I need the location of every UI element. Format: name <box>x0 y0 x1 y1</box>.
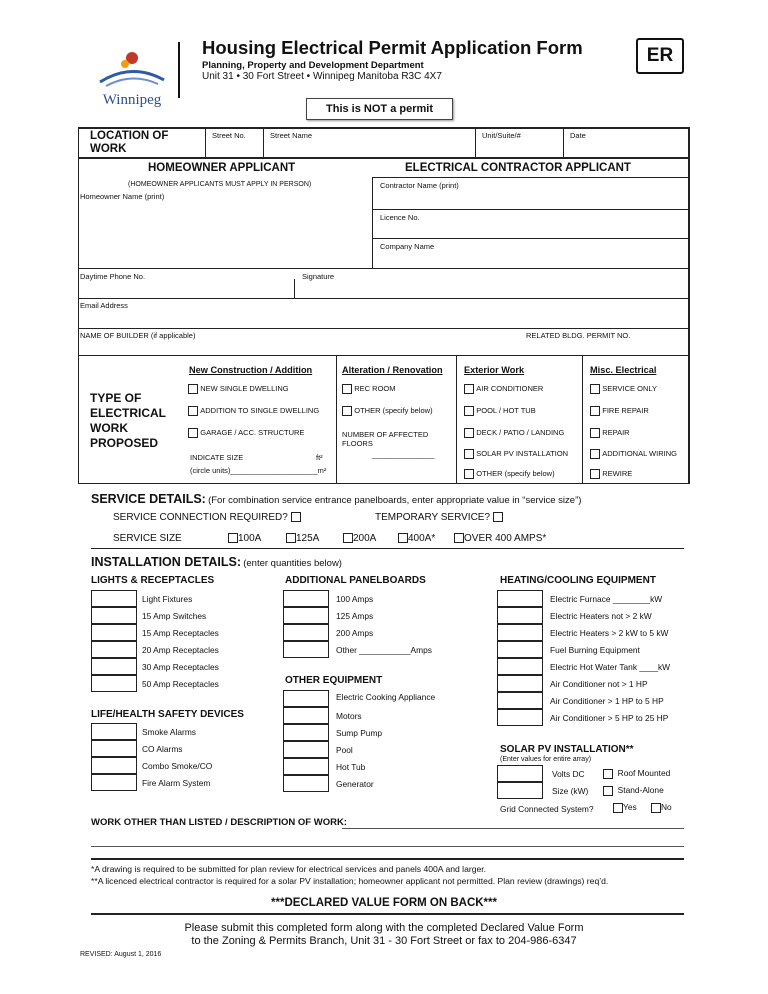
stand-alone[interactable]: Stand-Alone <box>603 785 664 796</box>
qty-panel-200a[interactable] <box>283 624 329 641</box>
size-125a[interactable]: 125A <box>286 533 319 544</box>
service-details <box>91 492 581 506</box>
footnote-drawing: *A drawing is required to be submitted for plan review for electrical services and panels 400A and larger. <box>91 864 487 874</box>
checkbox-icon[interactable] <box>188 428 198 438</box>
declared-value-notice: ***DECLARED VALUE FORM ON BACK*** <box>271 897 497 909</box>
qty-heaters-small[interactable] <box>497 607 543 624</box>
receptacles-20a-label: 20 Amp Receptacles <box>142 645 219 655</box>
receptacles-50a-label: 50 Amp Receptacles <box>142 679 219 689</box>
qty-pool[interactable] <box>283 741 329 758</box>
location-heading: LOCATION OF WORK <box>90 130 169 155</box>
qty-50a-receptacles[interactable] <box>91 675 137 692</box>
checkbox-icon[interactable] <box>603 769 613 779</box>
qty-fire-alarm[interactable] <box>91 774 137 791</box>
sump-pump-label: Sump Pump <box>336 728 383 738</box>
checkbox-icon[interactable] <box>464 469 474 479</box>
qty-smoke-alarms[interactable] <box>91 723 137 740</box>
department-address: Unit 31 • 30 Fort Street • Winnipeg Manitoba R3C 4X7 <box>202 71 442 82</box>
not-a-permit-notice: This is NOT a permit <box>306 98 453 120</box>
affected-floors-label: NUMBER OF AFFECTED FLOORS <box>342 430 429 448</box>
service-connection[interactable]: SERVICE CONNECTION REQUIRED? <box>113 512 301 523</box>
volts-dc-label: Volts DC <box>552 769 585 779</box>
date-field[interactable] <box>564 140 688 156</box>
col-exterior: Exterior Work <box>464 365 525 375</box>
logo-mark-icon <box>92 42 172 90</box>
installation-heading: INSTALLATION DETAILS: <box>91 555 241 569</box>
checkbox-icon[interactable] <box>464 449 474 459</box>
company-field[interactable] <box>374 251 688 267</box>
phone-field[interactable] <box>80 281 292 297</box>
checkbox-icon[interactable] <box>342 384 352 394</box>
qty-co-alarms[interactable] <box>91 740 137 757</box>
pool-label: Pool <box>336 745 353 755</box>
col-new-construction: New Construction / Addition <box>189 365 313 375</box>
qty-fuel-burning[interactable] <box>497 641 543 658</box>
indicate-size-label: INDICATE SIZE <box>190 453 244 462</box>
checkbox-icon[interactable] <box>493 512 503 522</box>
hot-tub-label: Hot Tub <box>336 762 366 772</box>
checkbox-icon[interactable] <box>188 406 198 416</box>
qty-sump-pump[interactable] <box>283 724 329 741</box>
fuel-burning-label: Fuel Burning Equipment <box>550 645 640 655</box>
work-other-label: WORK OTHER THAN LISTED / DESCRIPTION OF WORK: <box>91 817 347 828</box>
checkbox-icon[interactable] <box>464 384 474 394</box>
panels-heading: ADDITIONAL PANELBOARDS <box>285 575 426 586</box>
city-logo <box>92 42 172 108</box>
licence-label: Licence No. <box>380 213 420 222</box>
size-400a[interactable]: 400A* <box>398 533 435 544</box>
checkbox-icon[interactable] <box>286 533 296 543</box>
homeowner-name-label: Homeowner Name (print) <box>80 192 165 201</box>
size-kw-label: Size (kW) <box>552 786 589 796</box>
grid-yes[interactable]: Yes <box>613 802 637 813</box>
lights-heading: LIGHTS & RECEPTACLES <box>91 575 215 586</box>
qty-panel-other[interactable] <box>283 641 329 658</box>
qty-cooking-appliance[interactable] <box>283 690 329 707</box>
unit-field[interactable] <box>476 140 562 156</box>
checkbox-icon[interactable] <box>188 384 198 394</box>
misc-repair[interactable]: REPAIR <box>590 428 630 438</box>
licence-field[interactable] <box>374 222 688 238</box>
hot-water-tank-label: Electric Hot Water Tank ____kW <box>550 662 671 672</box>
grid-no[interactable]: No <box>651 802 672 813</box>
qty-15a-receptacles[interactable] <box>91 624 137 641</box>
work-other-line-1[interactable] <box>342 828 684 829</box>
builder-label: NAME OF BUILDER (if applicable) <box>80 331 196 340</box>
ext-pool-hot-tub[interactable]: POOL / HOT TUB <box>464 406 536 416</box>
panel-other-label: Other ___________Amps <box>336 645 432 655</box>
checkbox-icon[interactable] <box>342 406 352 416</box>
circle-units-label: (circle units) <box>190 466 231 475</box>
qty-motors[interactable] <box>283 707 329 724</box>
company-label: Company Name <box>380 242 435 251</box>
qty-hot-tub[interactable] <box>283 758 329 775</box>
safety-heading: LIFE/HEALTH SAFETY DEVICES <box>91 709 244 720</box>
receptacles-15a-label: 15 Amp Receptacles <box>142 628 219 638</box>
ac-large-label: Air Conditioner > 5 HP to 25 HP <box>550 713 669 723</box>
installation-note: (enter quantities below) <box>243 558 342 569</box>
checkbox-icon[interactable] <box>464 406 474 416</box>
size-over-400[interactable]: OVER 400 AMPS* <box>454 533 546 544</box>
panel-200a-label: 200 Amps <box>336 628 374 638</box>
addition-single-dwelling[interactable]: ADDITION TO SINGLE DWELLING <box>188 406 319 416</box>
switches-15a-label: 15 Amp Switches <box>142 611 207 621</box>
signature-field[interactable] <box>296 281 688 297</box>
checkbox-icon[interactable] <box>651 803 661 813</box>
checkbox-icon[interactable] <box>454 533 464 543</box>
qty-volts-dc[interactable] <box>497 765 543 782</box>
misc-service-only[interactable]: SERVICE ONLY <box>590 384 657 394</box>
installation-details <box>91 555 342 569</box>
qty-size-kw[interactable] <box>497 782 543 799</box>
date-label: Date <box>570 131 586 140</box>
service-size-label: SERVICE SIZE <box>113 533 182 544</box>
work-type-heading: TYPE OF ELECTRICAL WORK PROPOSED <box>90 391 166 450</box>
form-code-box <box>636 38 684 74</box>
footnote-solar: **A licenced electrical contractor is required for a solar PV installation; homeowner applicant not permitted. Plan review (drawings) req’d. <box>91 876 609 886</box>
qty-hot-water-tank[interactable] <box>497 658 543 675</box>
garage-structure[interactable]: GARAGE / ACC. STRUCTURE <box>188 428 304 438</box>
checkbox-icon[interactable] <box>590 449 600 459</box>
checkbox-icon[interactable] <box>590 469 600 479</box>
checkbox-icon[interactable] <box>464 428 474 438</box>
col-alteration: Alteration / Renovation <box>342 365 443 375</box>
cooking-appliance-label: Electric Cooking Appliance <box>336 692 436 702</box>
grid-connected-label: Grid Connected System? <box>500 804 594 814</box>
qty-electric-furnace[interactable] <box>497 590 543 607</box>
street-no-field[interactable] <box>206 140 262 156</box>
checkbox-icon[interactable] <box>603 786 613 796</box>
new-single-dwelling[interactable]: NEW SINGLE DWELLING <box>188 384 289 394</box>
heaters-large-label: Electric Heaters > 2 kW to 5 kW <box>550 628 669 638</box>
revised-date: REVISED: August 1, 2016 <box>80 951 162 958</box>
unit-label: Unit/Suite/# <box>482 131 521 140</box>
form-code: ER <box>646 45 674 66</box>
size-input-line[interactable]: _____________________m² <box>230 466 327 475</box>
receptacles-30a-label: 30 Amp Receptacles <box>142 662 219 672</box>
qty-ac-small[interactable] <box>497 675 543 692</box>
street-no-label: Street No. <box>212 131 246 140</box>
checkbox-icon[interactable] <box>613 803 623 813</box>
solar-heading: SOLAR PV INSTALLATION** <box>500 744 634 755</box>
checkbox-icon[interactable] <box>590 384 600 394</box>
homeowner-heading: HOMEOWNER APPLICANT <box>148 162 296 174</box>
checkbox-icon[interactable] <box>291 512 301 522</box>
service-heading: SERVICE DETAILS: <box>91 492 206 506</box>
service-note: (For combination service entrance panelboards, enter appropriate value in “service size”) <box>208 495 582 506</box>
contractor-name-field[interactable] <box>374 190 688 208</box>
header-divider <box>178 42 180 98</box>
qty-panel-125a[interactable] <box>283 607 329 624</box>
form-title: Housing Electrical Permit Application Form <box>202 37 583 58</box>
qty-15a-switches[interactable] <box>91 607 137 624</box>
combo-smoke-co-label: Combo Smoke/CO <box>142 761 213 771</box>
ext-air-conditioner[interactable]: AIR CONDITIONER <box>464 384 543 394</box>
qty-combo-smoke-co[interactable] <box>91 757 137 774</box>
ac-medium-label: Air Conditioner > 1 HP to 5 HP <box>550 696 664 706</box>
ac-small-label: Air Conditioner not > 1 HP <box>550 679 648 689</box>
homeowner-name-field[interactable] <box>80 202 370 266</box>
qty-heaters-large[interactable] <box>497 624 543 641</box>
size-200a[interactable]: 200A <box>343 533 376 544</box>
checkbox-icon[interactable] <box>590 406 600 416</box>
signature-label: Signature <box>302 272 335 281</box>
co-alarms-label: CO Alarms <box>142 744 183 754</box>
motors-label: Motors <box>336 711 362 721</box>
temporary-service[interactable]: TEMPORARY SERVICE? <box>375 512 503 523</box>
affected-floors-line[interactable]: _______________ <box>372 450 435 459</box>
ft2-unit: ft² <box>316 453 323 462</box>
misc-additional-wiring[interactable]: ADDITIONAL WIRING <box>590 449 677 459</box>
related-permit-label: RELATED BLDG. PERMIT NO. <box>526 331 631 340</box>
electric-furnace-label: Electric Furnace ________kW <box>550 594 663 604</box>
qty-light-fixtures[interactable] <box>91 590 137 607</box>
light-fixtures-label: Light Fixtures <box>142 594 193 604</box>
qty-ac-large[interactable] <box>497 709 543 726</box>
heaters-small-label: Electric Heaters not > 2 kW <box>550 611 652 621</box>
qty-20a-receptacles[interactable] <box>91 641 137 658</box>
panel-125a-label: 125 Amps <box>336 611 374 621</box>
qty-30a-receptacles[interactable] <box>91 658 137 675</box>
size-100a[interactable]: 100A <box>228 533 261 544</box>
checkbox-icon[interactable] <box>398 533 408 543</box>
homeowner-note: (HOMEOWNER APPLICANTS MUST APPLY IN PERSON) <box>128 181 312 188</box>
smoke-alarms-label: Smoke Alarms <box>142 727 196 737</box>
panel-100a-label: 100 Amps <box>336 594 374 604</box>
alter-other[interactable]: OTHER (specify below) <box>342 406 433 416</box>
related-permit-field[interactable] <box>524 340 688 354</box>
fire-alarm-label: Fire Alarm System <box>142 778 211 788</box>
work-other-line-2[interactable] <box>91 846 684 847</box>
street-name-field[interactable] <box>264 140 474 156</box>
rec-room[interactable]: REC ROOM <box>342 384 395 394</box>
logo-text: Winnipeg <box>102 92 162 108</box>
builder-field[interactable] <box>80 340 520 354</box>
contractor-name-label: Contractor Name (print) <box>380 181 459 190</box>
department: Planning, Property and Development Department <box>202 60 424 71</box>
ext-other[interactable]: OTHER (specify below) <box>464 469 555 479</box>
email-field[interactable] <box>80 311 688 327</box>
qty-ac-medium[interactable] <box>497 692 543 709</box>
misc-fire-repair[interactable]: FIRE REPAIR <box>590 406 649 416</box>
checkbox-icon[interactable] <box>343 533 353 543</box>
misc-rewire[interactable]: REWIRE <box>590 469 632 479</box>
roof-mounted[interactable]: Roof Mounted <box>603 768 670 779</box>
col-misc: Misc. Electrical <box>590 365 657 375</box>
street-name-label: Street Name <box>270 131 313 140</box>
solar-note: (Enter values for entire array) <box>500 756 592 763</box>
qty-panel-100a[interactable] <box>283 590 329 607</box>
phone-label: Daytime Phone No. <box>80 272 146 281</box>
submit-instructions-1: Please submit this completed form along with the completed Declared Value Form <box>184 922 584 934</box>
other-equipment-heading: OTHER EQUIPMENT <box>285 675 383 686</box>
contractor-heading: ELECTRICAL CONTRACTOR APPLICANT <box>405 162 631 174</box>
generator-label: Generator <box>336 779 374 789</box>
ext-solar-pv[interactable]: SOLAR PV INSTALLATION <box>464 449 568 459</box>
checkbox-icon[interactable] <box>590 428 600 438</box>
checkbox-icon[interactable] <box>228 533 238 543</box>
submit-instructions-2: to the Zoning & Permits Branch, Unit 31 - 30 Fort Street or fax to 204-986-6347 <box>191 935 577 947</box>
qty-generator[interactable] <box>283 775 329 792</box>
email-label: Email Address <box>80 301 128 310</box>
hvac-heading: HEATING/COOLING EQUIPMENT <box>500 575 656 586</box>
ext-deck-patio[interactable]: DECK / PATIO / LANDING <box>464 428 564 438</box>
